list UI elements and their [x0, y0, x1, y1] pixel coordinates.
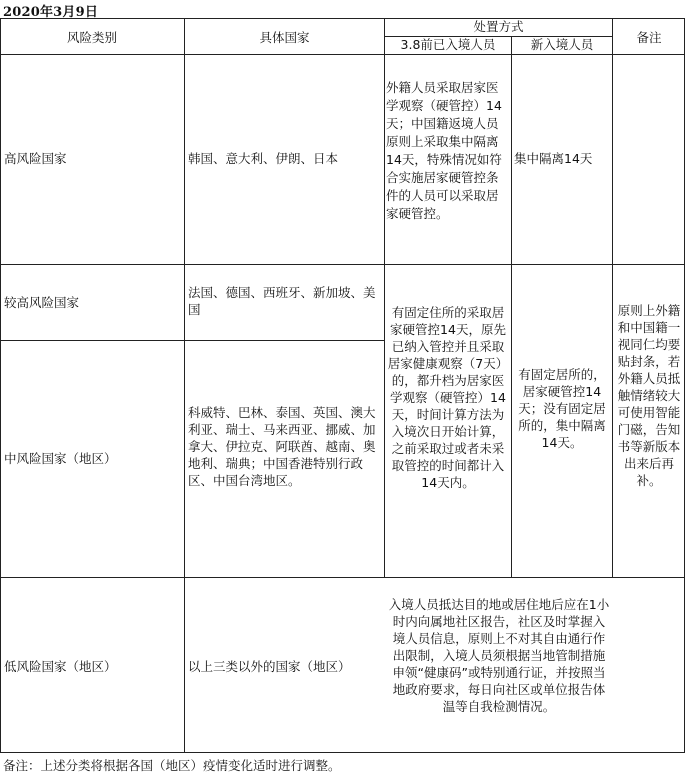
high-risk-category: 高风险国家 [4, 151, 67, 166]
header-before-0308: 3.8前已入境人员 [400, 37, 496, 52]
medium-risk-countries: 科威特、巴林、泰国、英国、澳大利亚、瑞士、马来西亚、挪威、加拿大、伊拉克、阿联酋、越南、奥地利、瑞典；中国香港特别行政区、中国台湾地区。 [188, 405, 376, 488]
divider [384, 18, 385, 577]
high-risk-before-disposal: 外籍人员采取居家医学观察（硬管控）14天；中国籍返境人员原则上采取集中隔离14天，特殊情况如符合实施居家硬管控条件的人员可以采取居家硬管控。 [386, 80, 502, 221]
divider [0, 340, 384, 341]
header-countries: 具体国家 [259, 30, 310, 45]
divider [0, 264, 685, 265]
document-date: 2020年3月9日 [3, 5, 99, 20]
divider [612, 18, 613, 577]
high-risk-new-entry: 集中隔离14天 [514, 151, 593, 166]
high-risk-countries: 韩国、意大利、伊朗、日本 [188, 151, 339, 166]
higher-medium-remarks: 原则上外籍和中国籍一视同仁均要贴封条，若外籍人员抵触情绪较大可使用智能门磁，告知书等新版本出来后再补。 [617, 303, 681, 488]
footnote: 备注：上述分类将根据各国（地区）疫情变化适时进行调整。 [3, 758, 341, 773]
divider [184, 18, 185, 753]
header-risk-category: 风险类别 [66, 30, 117, 45]
divider [0, 577, 685, 578]
divider [511, 36, 512, 577]
header-remarks: 备注 [636, 30, 662, 45]
higher-risk-countries: 法国、德国、西班牙、新加坡、美国 [188, 285, 376, 317]
header-disposal: 处置方式 [473, 19, 524, 34]
low-risk-disposal: 入境人员抵达目的地或居住地后应在1小时内向属地社区报告，社区及时掌握入境人员信息，原则上不对其自由通行作出限制，入境人员须根据当地管制措施申领“健康码”或特别通行证，并按照当地政府要求，每日向社区或单位报告体温等自我检测情况。 [388, 597, 610, 714]
medium-risk-category: 中风险国家（地区） [4, 451, 117, 466]
higher-medium-before-disposal: 有固定住所的采取居家硬管控14天，原先已纳入管控并且采取居家健康观察（7天）的，都升档为居家医学观察（硬管控）14天，时间计算方法为入境次日开始计算，之前采取过或者未采取管控的时间都计入14天内。 [387, 305, 509, 490]
higher-risk-category: 较高风险国家 [4, 295, 80, 310]
higher-medium-new-entry: 有固定居所的，居家硬管控14天；没有固定居所的，集中隔离14天。 [518, 367, 606, 450]
low-risk-countries: 以上三类以外的国家（地区） [188, 659, 351, 674]
header-new-entry: 新入境人员 [530, 37, 594, 52]
low-risk-category: 低风险国家（地区） [4, 659, 117, 674]
divider [0, 54, 685, 55]
